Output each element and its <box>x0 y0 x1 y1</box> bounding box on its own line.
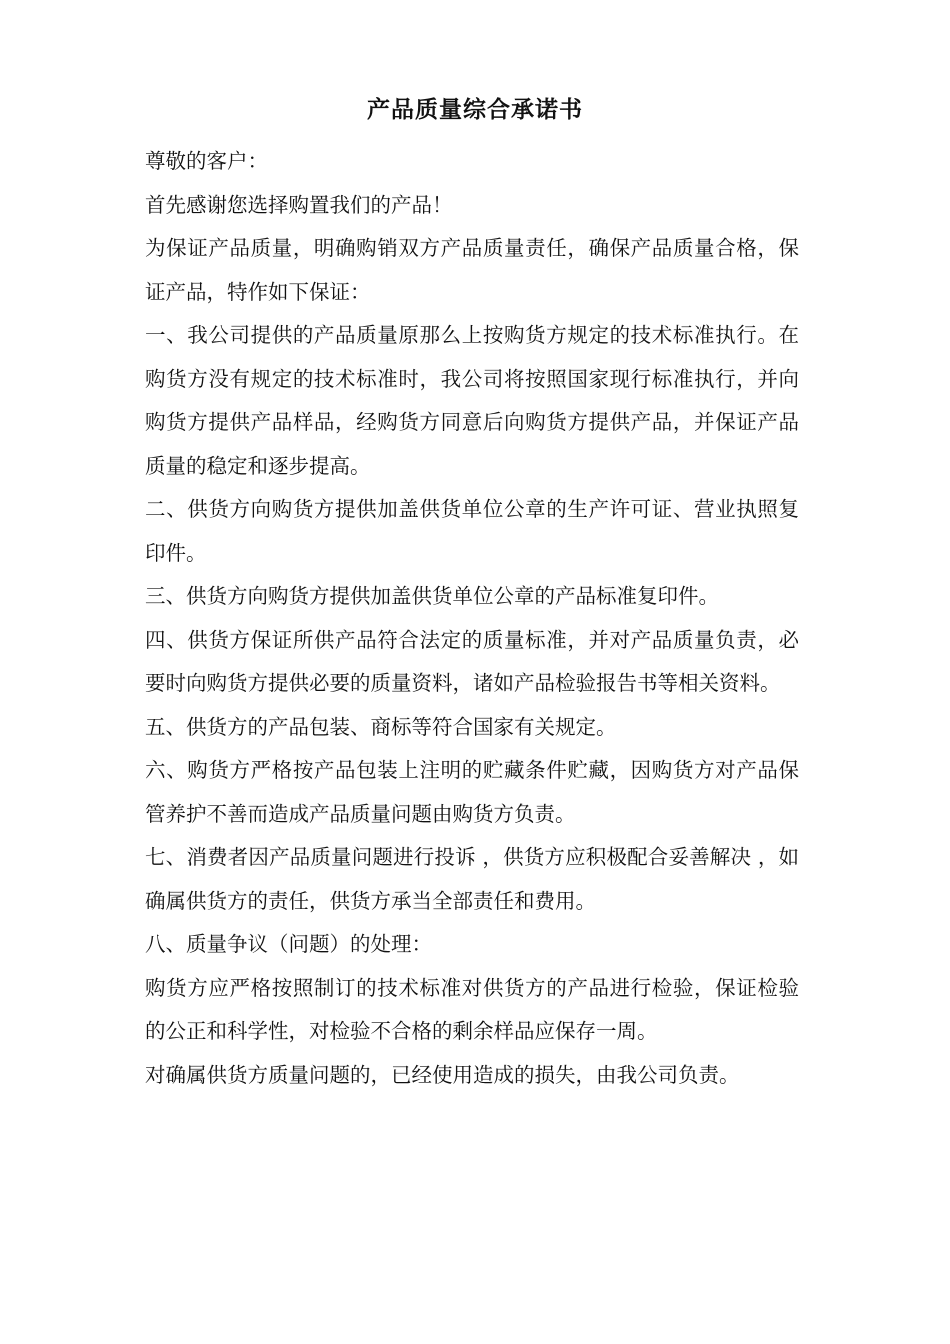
document-title: 产品质量综合承诺书 <box>367 96 583 123</box>
paragraph-clause-6: 六、购货方严格按产品包装上注明的贮藏条件贮藏，因购货方对产品保管养护不善而造成产品质量问题由购货方负责。 <box>145 758 799 826</box>
paragraph-clause-7: 七、消费者因产品质量问题进行投诉 ，供货方应积极配合妥善解决 ，如确属供货方的责任，供货方承当全部责任和费用。 <box>145 845 799 913</box>
paragraph-clause-4: 四、供货方保证所供产品符合法定的质量标准，并对产品质量负责，必要时向购货方提供必要的质量资料，诸如产品检验报告书等相关资料。 <box>145 627 799 695</box>
paragraph-clause-8: 八、质量争议（问题）的处理： <box>145 932 432 956</box>
paragraph-thanks: 首先感谢您选择购置我们的产品！ <box>145 192 453 217</box>
document-body <box>145 140 799 1097</box>
paragraph-clause-8-detail: 购货方应严格按照制订的技术标准对供货方的产品进行检验，保证检验的公正和科学性，对检验不合格的剩余样品应保存一周。 <box>145 975 799 1043</box>
salutation: 尊敬的客户： <box>145 149 268 173</box>
paragraph-clause-8-liability: 对确属供货方质量问题的，已经使用造成的损失，由我公司负责。 <box>145 1062 740 1087</box>
paragraph-clause-3: 三、供货方向购货方提供加盖供货单位公章的产品标准复印件。 <box>145 584 719 608</box>
paragraph-clause-5: 五、供货方的产品包装、商标等符合国家有关规定。 <box>145 714 617 739</box>
paragraph-clause-2: 二、供货方向购货方提供加盖供货单位公章的生产许可证、营业执照复印件。 <box>145 497 799 565</box>
paragraph-intro: 为保证产品质量，明确购销双方产品质量责任，确保产品质量合格，保证产品，特作如下保证： <box>145 236 799 304</box>
paragraph-clause-1: 一、我公司提供的产品质量原那么上按购货方规定的技术标准执行。在购货方没有规定的技术标准时，我公司将按照国家现行标准执行，并向购货方提供产品样品，经购货方同意后向购货方提供产品，并保证产品质量的稳定和逐步提高。 <box>145 323 799 478</box>
